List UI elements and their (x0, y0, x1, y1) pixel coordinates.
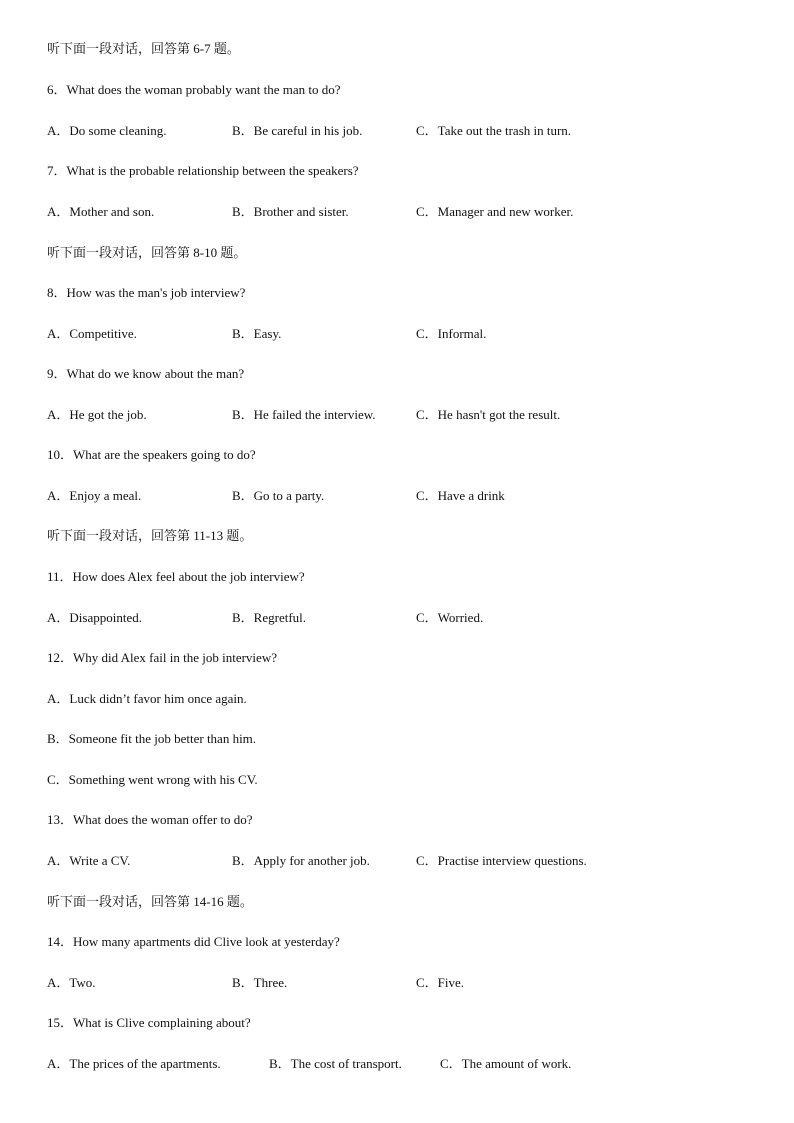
question-6-option-c: C．Take out the trash in turn. (416, 123, 572, 138)
question-14-option-b: B．Three. (232, 975, 288, 990)
question-9-stem: 9．What do we know about the man? (47, 366, 245, 381)
question-14-option-a: A．Two. (47, 975, 96, 990)
question-11-option-c: C．Worried. (416, 610, 484, 625)
question-7-option-b: B．Brother and sister. (232, 204, 349, 219)
section-heading: 听下面一段对话，回答第 14-16 题。 (47, 894, 253, 909)
section-heading: 听下面一段对话，回答第 11-13 题。 (47, 528, 253, 543)
question-8-stem: 8．How was the man's job interview? (47, 285, 246, 300)
question-8-option-a: A．Competitive. (47, 326, 137, 341)
section-heading: 听下面一段对话，回答第 6-7 题。 (47, 41, 240, 56)
question-11-stem: 11．How does Alex feel about the job interview? (47, 569, 305, 584)
question-7-option-a: A．Mother and son. (47, 204, 155, 219)
question-7-stem: 7．What is the probable relationship between the speakers? (47, 163, 359, 178)
question-13-stem: 13．What does the woman offer to do? (47, 812, 253, 827)
question-8-option-b: B．Easy. (232, 326, 282, 341)
question-14-option-c: C．Five. (416, 975, 465, 990)
question-7-option-c: C．Manager and new worker. (416, 204, 574, 219)
question-14-stem: 14．How many apartments did Clive look at yesterday? (47, 934, 340, 949)
question-10-stem: 10．What are the speakers going to do? (47, 447, 256, 462)
question-6-stem: 6．What does the woman probably want the man to do? (47, 82, 341, 97)
question-6-option-a: A．Do some cleaning. (47, 123, 167, 138)
question-8-option-c: C．Informal. (416, 326, 487, 341)
question-10-option-a: A．Enjoy a meal. (47, 488, 142, 503)
question-9-option-a: A．He got the job. (47, 407, 147, 422)
question-11-option-b: B．Regretful. (232, 610, 307, 625)
question-11-option-a: A．Disappointed. (47, 610, 142, 625)
question-15-option-a: A．The prices of the apartments. (47, 1056, 221, 1071)
question-13-option-c: C．Practise interview questions. (416, 853, 587, 868)
question-12-option-a: A．Luck didn’t favor him once again. (47, 691, 247, 706)
question-12-option-c: C．Something went wrong with his CV. (47, 772, 258, 787)
question-15-option-b: B．The cost of transport. (269, 1056, 402, 1071)
question-10-option-b: B．Go to a party. (232, 488, 325, 503)
question-15-stem: 15．What is Clive complaining about? (47, 1015, 251, 1030)
question-9-option-b: B．He failed the interview. (232, 407, 376, 422)
question-12-stem: 12．Why did Alex fail in the job interview? (47, 650, 277, 665)
question-12-option-b: B．Someone fit the job better than him. (47, 731, 257, 746)
question-13-option-b: B．Apply for another job. (232, 853, 370, 868)
question-10-option-c: C．Have a drink (416, 488, 505, 503)
question-15-option-c: C．The amount of work. (440, 1056, 572, 1071)
question-9-option-c: C．He hasn't got the result. (416, 407, 561, 422)
question-6-option-b: B．Be careful in his job. (232, 123, 363, 138)
section-heading: 听下面一段对话，回答第 8-10 题。 (47, 245, 247, 260)
question-13-option-a: A．Write a CV. (47, 853, 131, 868)
